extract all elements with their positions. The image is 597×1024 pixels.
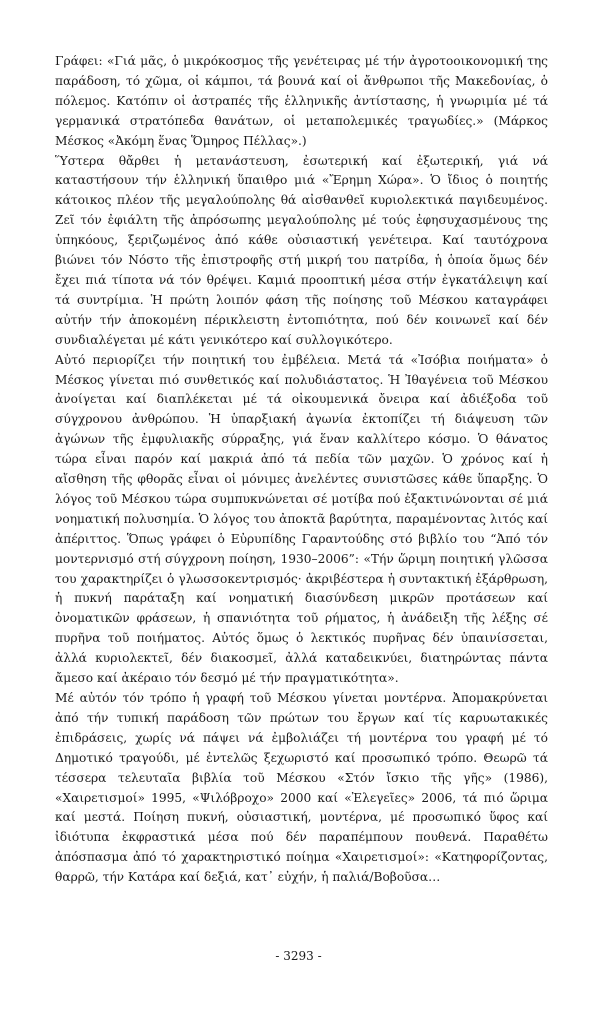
- paragraph-1: Γράφει: «Γιά μᾶς, ὁ μικρόκοσμος τῆς γενέτειρας μέ τήν ἀγροτοοικονομική της παράδοση, τό χῶμα, οἱ κάμποι, τά βουνά καί οἱ ἄνθρωποι τῆς Μακεδονίας, ὁ πόλεμος. Κατόπιν οἱ ἀστραπές τῆς ἑλληνικῆς ἀντίστασης, ἡ γνωριμία μέ τά γερμανικά στρατόπεδα θανάτων, οἱ μεταπολεμικές τραγωδίες.» (Μάρκος Μέσκος «Ἀκόμη ἕνας Ὅμηρος Πέλλας».): [55, 54, 548, 148]
- paragraph-4: Μέ αὐτόν τόν τρόπο ἡ γραφή τοῦ Μέσκου γίνεται μοντέρνα. Ἀπομακρύνεται ἀπό τήν τυπική παράδοση τῶν πρώτων του ἔργων καί τίς καρυωτακικές ἐπιδράσεις, χωρίς νά πάψει νά ἐμβολιάζει τή μοντέρνα του γραφή μέ τό Δημοτικό τραγούδι, μέ ἐντελῶς ξεχωριστό καί προσωπικό τρόπο. Θεωρῶ τά τέσσερα τελευταῖα βιβλία τοῦ Μέσκου «Στόν ἴσκιο τῆς γῆς» (1986), «Χαιρετισμοί» 1995, «Ψιλόβροχο» 2000 καί «Ἐλεγεῖες» 2006, τά πιό ὥριμα καί μεστά. Ποίηση πυκνή, οὐσιαστική, μοντέρνα, μέ προσωπικό ὕφος καί ἰδιότυπα ἐκφραστικά μέσα πού δέν παραπέμπουν πουθενά. Παραθέτω ἀπόσπασμα ἀπό τό χαρακτηριστικό ποίημα «Χαιρετισμοί»: «Κατηφορίζοντας, θαρρῶ, τήν Κατάρα καί δεξιά, κατ᾽ εὐχήν, ἡ παλιά/Βοβοῦσα…: [55, 691, 548, 885]
- page-body: [55, 52, 548, 888]
- paragraph-3: Αὐτό περιορίζει τήν ποιητική του ἐμβέλεια. Μετά τά «Ἰσόβια ποιήματα» ὁ Μέσκος γίνεται πιό συνθετικός καί πολυδιάστατος. Ἡ Ἰθαγένεια τοῦ Μέσκου ἀνοίγεται καί διαπλέκεται μέ τά οἰκουμενικά ὄνειρα καί ἀδιέξοδα τοῦ σύγχρονου ἀνθρώπου. Ἡ ὑπαρξιακή ἀγωνία ἐκτοπίζει τή διάψευση τῶν ἀγώνων τῆς ἐμφυλιακῆς σύρραξης, γιά ἕναν καλλίτερο κόσμο. Ὁ θάνατος τώρα εἶναι παρόν καί μακριά ἀπό τά πεδία τῶν μαχῶν. Ὁ χρόνος καί ἡ αἴσθηση τῆς φθορᾶς εἶναι οἱ μόνιμες ἀνελέντες συνιστῶσες κάθε ὕπαρξης. Ὁ λόγος τοῦ Μέσκου τώρα συμπυκνώνεται σέ μοτίβα πού ἐξακτινώνονται σέ μιά νοηματική πολυσημία. Ὁ λόγος του ἀποκτᾶ βαρύτητα, παραμένοντας λιτός καί ἀπέριττος. Ὅπως γράφει ὁ Εὐρυπίδης Γαραντούδης στό βιβλίο του “Ἀπό τόν μοντερνισμό στή σύγχρονη ποίηση, 1930–2006”: «Τήν ὥριμη ποιητική γλῶσσα του χαρακτηρίζει ὁ γλωσσοκεντρισμός· ἀκριβέστερα ἡ συντακτική ἐξάρθρωση, ἡ πυκνή παράταξη καί νοηματική διασύνδεση μικρῶν προτάσεων καί ὀνοματικῶν φράσεων, ἡ σπανιότητα τοῦ ρήματος, ἡ ἀνάδειξη τῆς λέξης σέ πυρῆνα τοῦ ποιήματος. Αὐτός ὅμως ὁ λεκτικός πυρῆνας δέν ὑπαινίσσεται, ἀλλά κυριολεκτεῖ, δέν διακοσμεῖ, ἀλλά καταδεικνύει, διατηρώντας πάντα ἄμεσο καί ἀκέραιο τόν δεσμό μέ τήν πραγματικότητα».: [55, 352, 548, 686]
- page-number: - 3293 -: [275, 949, 322, 963]
- paragraph-2: Ὕστερα θἄρθει ἡ μετανάστευση, ἐσωτερική καί ἐξωτερική, γιά νά καταστήσουν τήν ἑλληνική ὕπαιθρο μιά «Ἔρημη Χώρα». Ὁ ἴδιος ὁ ποιητής κάτοικος πλέον τῆς μεγαλούπολης θά αἰσθανθεῖ κυριολεκτικά παγιδευμένος. Ζεῖ τόν ἐφιάλτη τῆς ἀπρόσωπης μεγαλούπολης μέ τούς ἐφησυχασμένους της ὑπηκόους, ξεριζωμένος ἀπό κάθε οὐσιαστική γενέτειρα. Καί ταυτόχρονα βιώνει τόν Νόστο τῆς ἐπιστροφῆς στή μικρή του πατρίδα, ἡ ὁποία ὅμως δέν ἔχει πιά τίποτα νά τόν θρέψει. Καμιά προοπτική μέσα στήν ἐγκατάλειψη καί τά συντρίμια. Ἡ πρώτη λοιπόν φάση τῆς ποίησης τοῦ Μέσκου καταγράφει αὐτήν τήν ἀποκομένη πέρικλειστη ἐντοπιότητα, πού δέν κοινωνεῖ καί δέν συνδιαλέγεται μέ κάτι γενικότερο καί συλλογικότερο.: [55, 153, 548, 347]
